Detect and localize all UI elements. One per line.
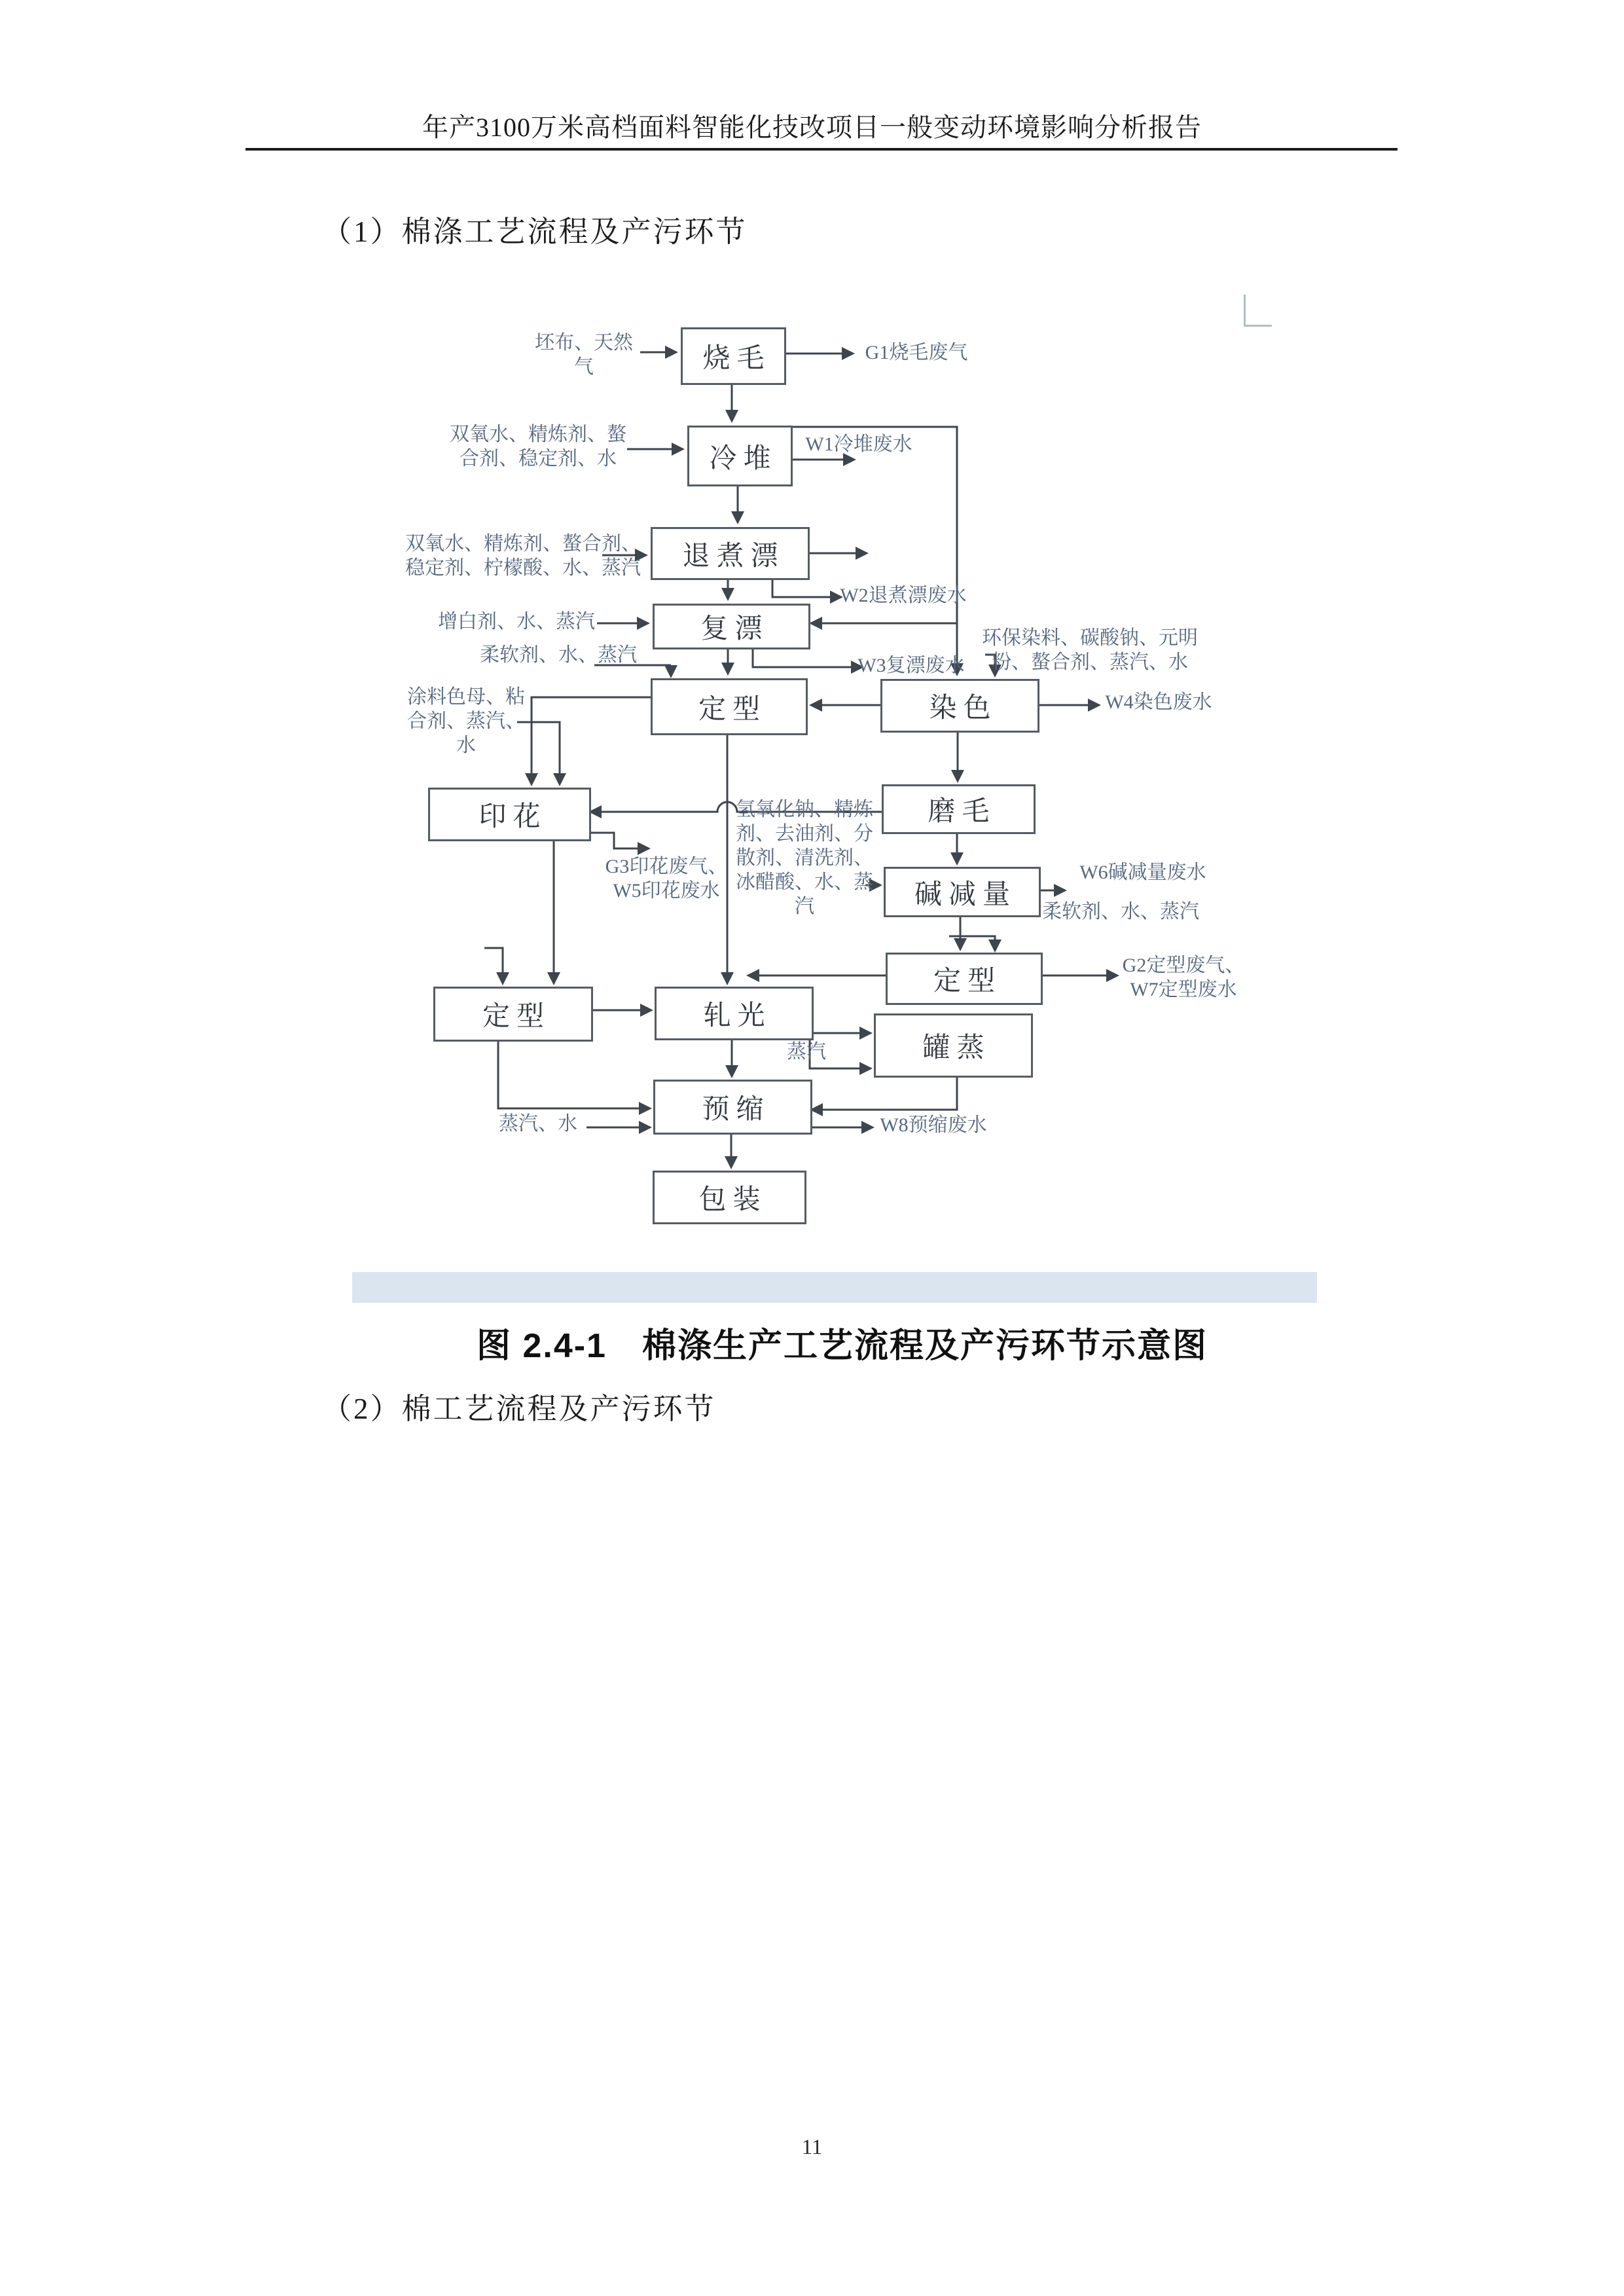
flow-annotation-8 [480,643,637,667]
flow-node-printing: 印花 [428,788,591,841]
arrowhead-icon [672,443,685,456]
flow-annotation-1 [865,340,968,365]
flow-annotation-line: 蒸汽 [787,1041,826,1063]
arrowhead-icon [639,1102,652,1115]
flow-annotation-0 [535,331,633,379]
arrowhead-icon [861,1121,875,1134]
flow-annotation-line: 汽 [795,896,814,917]
arrowhead-icon [725,1156,738,1169]
arrowhead-icon [638,842,651,855]
figure-caption: 图 2.4-1 棉涤生产工艺流程及产污环节示意图 [477,1327,1208,1365]
flow-annotation-line: 蒸汽、水 [499,1113,577,1135]
flow-annotation-line: 冰醋酸、水、蒸 [736,871,873,893]
flow-annotation-17 [787,1040,826,1064]
flow-annotation-line: G2定型废气、 [1122,955,1245,976]
flow-annotation-line: 合剂、蒸汽、 [407,710,525,732]
flow-annotation-line: 稳定剂、柠檬酸、水、蒸汽 [405,557,641,579]
flow-annotation-11 [407,685,525,757]
arrowhead-icon [640,1004,653,1017]
scan-blue-band [352,1272,1317,1303]
flow-edge [498,1038,639,1108]
flow-annotation-line: 气 [574,356,594,378]
flow-node-setting-1: 定型 [651,678,808,735]
arrowhead-icon [988,939,1001,953]
flow-annotation-line: 粉、螯合剂、蒸汽、水 [992,651,1188,673]
flow-annotation-10 [1105,690,1212,714]
arrowhead-icon [731,511,744,524]
flow-node-desize-scour-bleach: 退煮漂 [651,527,810,580]
arrowhead-icon [665,346,678,359]
arrowhead-icon [721,663,734,676]
flow-annotation-line: W8预缩废水 [880,1114,987,1136]
arrowhead-icon [664,665,677,678]
arrowhead-icon [721,972,734,985]
flow-node-alkali-reduction: 碱减量 [884,867,1041,917]
flow-annotation-line: G3印花废气、 [605,856,728,877]
flow-annotation-line: W4染色废水 [1105,691,1212,713]
flow-node-sanding: 磨毛 [882,784,1036,834]
flow-annotation-19 [880,1113,986,1137]
arrowhead-icon [721,588,734,601]
flow-edge [484,948,503,972]
flow-annotation-line: 环保染料、碳酸钠、元明 [982,627,1198,649]
page-header-title: 年产3100万米高档面料智能化技改项目一般变动环境影响分析报告 [422,113,1202,142]
arrowhead-icon [954,938,967,951]
flow-annotation-13 [736,797,873,919]
flow-annotation-5 [840,583,966,608]
flow-annotation-line: W3复漂废水 [857,655,965,676]
arrowhead-icon [637,617,650,630]
flow-annotation-2 [450,422,626,471]
arrowhead-icon [809,699,822,712]
arrowhead-icon [1088,699,1101,712]
arrowhead-icon [725,1065,738,1078]
flow-annotation-3 [805,432,912,456]
arrowhead-icon [1054,884,1067,897]
arrowhead-icon [809,617,822,630]
arrowhead-icon [859,1027,873,1040]
flow-node-calendering: 轧光 [655,987,814,1040]
flow-edge [532,697,651,773]
arrowhead-icon [1106,969,1119,982]
flow-annotation-line: 双氧水、精炼剂、螯合剂、 [405,533,641,555]
flow-node-packaging: 包装 [653,1171,806,1224]
flow-annotation-9 [982,626,1198,674]
arrowhead-icon [639,1121,652,1134]
flow-annotation-line: 柔软剂、水、蒸汽 [1042,901,1199,922]
flow-annotation-line: W5印花废水 [613,880,720,902]
flow-annotation-line: W6碱减量废水 [1079,862,1206,883]
arrowhead-icon [547,972,560,985]
flow-annotation-line: 散剂、清洗剂、 [736,847,873,869]
flow-annotation-line: 柔软剂、水、蒸汽 [480,644,637,666]
arrowhead-icon [951,770,964,783]
section-heading-1: （1）棉涤工艺流程及产污环节 [322,215,748,248]
flow-annotation-line: 水 [456,735,476,756]
flow-node-decating: 罐蒸 [874,1013,1033,1078]
flow-annotation-line: W2退煮漂废水 [840,585,967,606]
flow-node-rebleach: 复漂 [653,604,810,649]
arrowhead-icon [746,969,759,982]
flow-annotation-line: 双氧水、精炼剂、螯 [450,424,626,445]
flow-annotation-line: 剂、去油剂、分 [736,823,873,845]
arrowhead-icon [496,972,509,985]
arrowhead-icon [525,773,538,786]
arrowhead-icon [856,547,869,560]
flow-annotation-line: G1烧毛废气 [865,342,968,363]
arrowhead-icon [842,347,855,360]
flow-edge [587,833,638,848]
section-heading-2: （2）棉工艺流程及产污环节 [322,1393,716,1425]
flow-annotation-line: 坯布、天然 [535,332,633,354]
arrowhead-icon [725,410,738,423]
flow-annotation-16 [1123,953,1245,1002]
flow-node-setting-3: 定型 [433,987,593,1042]
flow-annotation-15 [1042,900,1199,924]
flow-annotation-line: W7定型废水 [1130,979,1237,1000]
arrowhead-icon [859,1062,873,1075]
flow-annotation-12 [605,854,728,903]
flow-edge [789,427,957,663]
flow-annotation-7 [857,653,964,678]
flow-annotation-6 [438,610,595,634]
page-number: 11 [801,2136,823,2159]
flow-node-cold-pad-batch: 冷堆 [687,426,793,486]
flow-node-setting-2: 定型 [886,953,1043,1005]
flow-annotation-4 [405,532,641,580]
flow-annotation-line: 氢氧化钠、精炼 [736,799,873,820]
arrowhead-icon [950,852,964,866]
flow-annotation-14 [1079,860,1206,884]
flow-annotation-line: 合剂、稳定剂、水 [460,448,617,469]
flow-annotation-line: 涂料色母、粘 [407,686,525,708]
flow-node-dyeing: 染色 [880,679,1039,733]
flow-node-singeing: 烧毛 [681,327,786,385]
flow-edge [823,1074,957,1110]
flow-annotation-line: W1冷堆废水 [805,433,912,455]
arrowhead-icon [553,773,566,786]
flow-node-preshrinking: 预缩 [653,1080,812,1135]
flow-annotation-line: 增白剂、水、蒸汽 [438,611,595,632]
flow-annotation-18 [499,1112,577,1136]
